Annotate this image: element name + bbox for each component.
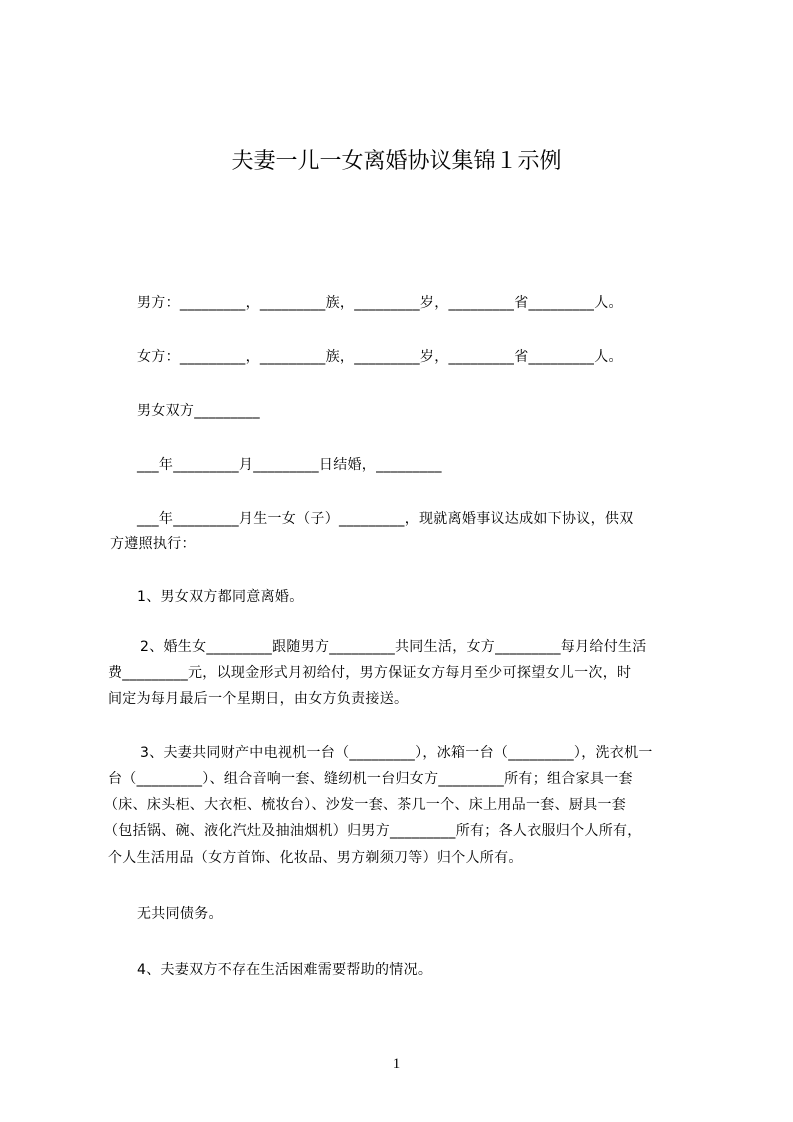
child-birth-line: ___年_________月生一女（子）_________，现就离婚事议达成如下协议，供双 — [137, 511, 634, 527]
clause-2-line-1: 2、婚生女_________跟随男方_________共同生活，女方_________每月给付生活 — [140, 639, 647, 655]
marriage-date-line: ___年_________月_________日结婚，_________ — [137, 457, 442, 473]
both-parties-line: 男女双方_________ — [137, 403, 260, 419]
clause-3-line-4: （包括锅、碗、液化汽灶及抽油烟机）归男方_________所有；各人衣服归个人所有， — [104, 823, 642, 839]
clause-2-line-2: 费_________元，以现金形式月初给付，男方保证女方每月至少可探望女儿一次，时 — [108, 665, 632, 681]
document-title: 夫妻一儿一女离婚协议集锦１示例 — [231, 149, 562, 174]
clause-3-line-5: 个人生活用品（女方首饰、化妆品、男方剃须刀等）归个人所有。 — [108, 850, 523, 866]
clause-3-line-1: 3、夫妻共同财产中电视机一台（_________），冰箱一台（_________），洗衣机一 — [140, 745, 653, 761]
clause-3-line-3: （床、床头柜、大衣柜、梳妆台）、沙发一套、茶几一个、床上用品一套、厨具一套 — [104, 797, 627, 813]
male-party-line: 男方：_________，_________族，_________岁，_________省_________人。 — [137, 295, 623, 311]
child-birth-line-cont: 方遵照执行： — [110, 536, 196, 552]
clause-3-line-2: 台（_________）、组合音响一套、缝纫机一台归女方_________所有；组合家具一套 — [108, 771, 633, 787]
clause-2-line-3: 间定为每月最后一个星期日，由女方负责接送。 — [108, 691, 409, 707]
no-debt-line: 无共同债务。 — [137, 906, 223, 922]
page-number: 1 — [392, 1056, 401, 1072]
clause-1: 1、男女双方都同意离婚。 — [137, 589, 304, 605]
clause-4: 4、夫妻双方不存在生活困难需要帮助的情况。 — [137, 962, 433, 978]
female-party-line: 女方：_________，_________族，_________岁，_________省_________人。 — [137, 349, 623, 365]
